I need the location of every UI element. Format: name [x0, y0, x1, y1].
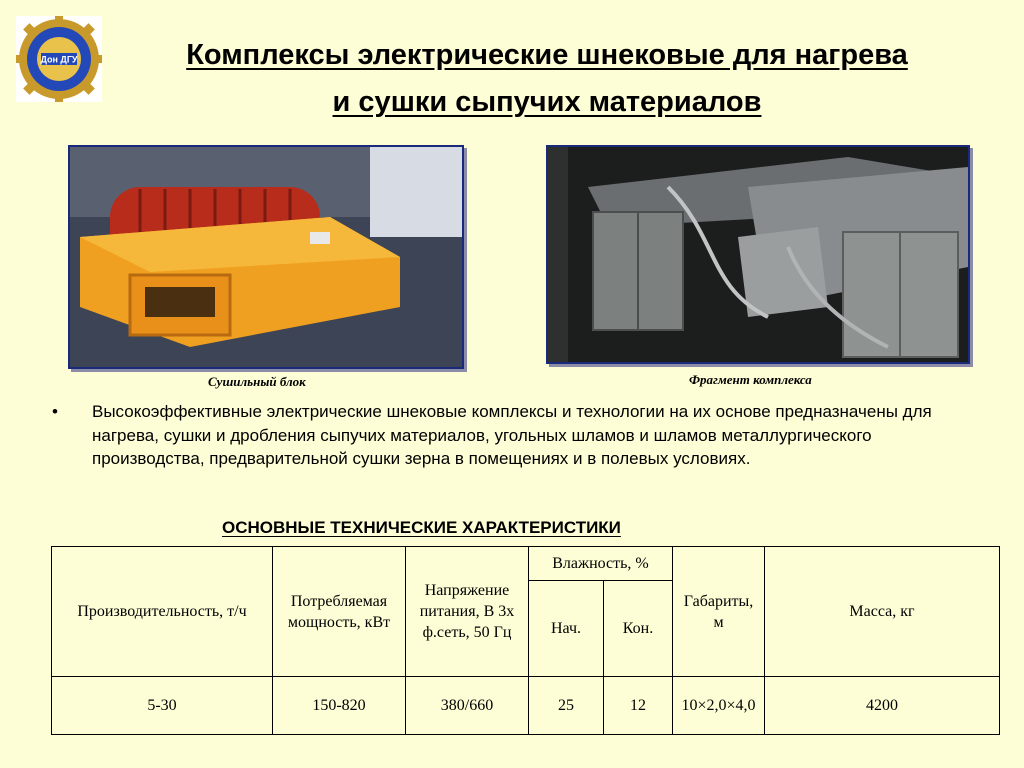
header-productivity: Производительность, т/ч	[52, 547, 273, 677]
cell-productivity: 5-30	[52, 677, 273, 735]
title-line-1: Комплексы электрические шнековые для нагрева	[186, 39, 908, 71]
description-text: Высокоэффективные электрические шнековые комплексы и технологии на их основе предназначены для нагрева, сушки и дробления сыпучих материалов, угольных шламов и шламов металлургического производства, предварительной сушки зерна в помещениях и в полевых условиях.	[92, 402, 932, 468]
description-list-item	[52, 400, 952, 471]
complex-fragment-caption: Фрагмент комплекса	[689, 372, 812, 387]
drying-unit-caption: Сушильный блок	[208, 374, 306, 389]
cell-humidity-end: 12	[604, 677, 673, 735]
specs-table	[51, 546, 1000, 735]
table-header-row	[52, 547, 1000, 581]
header-humidity-end: Кон.	[604, 581, 673, 677]
drying-unit-photo	[68, 145, 464, 369]
bullet-icon: •	[52, 402, 58, 421]
header-humidity-start: Нач.	[529, 581, 604, 677]
cell-mass: 4200	[765, 677, 1000, 735]
cell-dimensions: 10×2,0×4,0	[673, 677, 765, 735]
header-power: Потребляемая мощность, кВт	[273, 547, 406, 677]
cell-voltage: 380/660	[406, 677, 529, 735]
university-seal-icon	[16, 16, 102, 102]
header-voltage: Напряжение питания, В 3х ф.сеть, 50 Гц	[406, 547, 529, 677]
page-title	[110, 32, 984, 126]
specs-heading: ОСНОВНЫЕ ТЕХНИЧЕСКИЕ ХАРАКТЕРИСТИКИ	[222, 518, 621, 537]
logo-text: Дон ДГУ	[40, 54, 78, 65]
header-humidity: Влажность, %	[529, 547, 673, 581]
cell-humidity-start: 25	[529, 677, 604, 735]
title-line-2: и сушки сыпучих материалов	[332, 86, 762, 118]
header-mass: Масса, кг	[765, 547, 1000, 677]
header-dimensions: Габариты, м	[673, 547, 765, 677]
cell-power: 150-820	[273, 677, 406, 735]
table-row	[52, 677, 1000, 735]
complex-fragment-photo	[546, 145, 970, 364]
